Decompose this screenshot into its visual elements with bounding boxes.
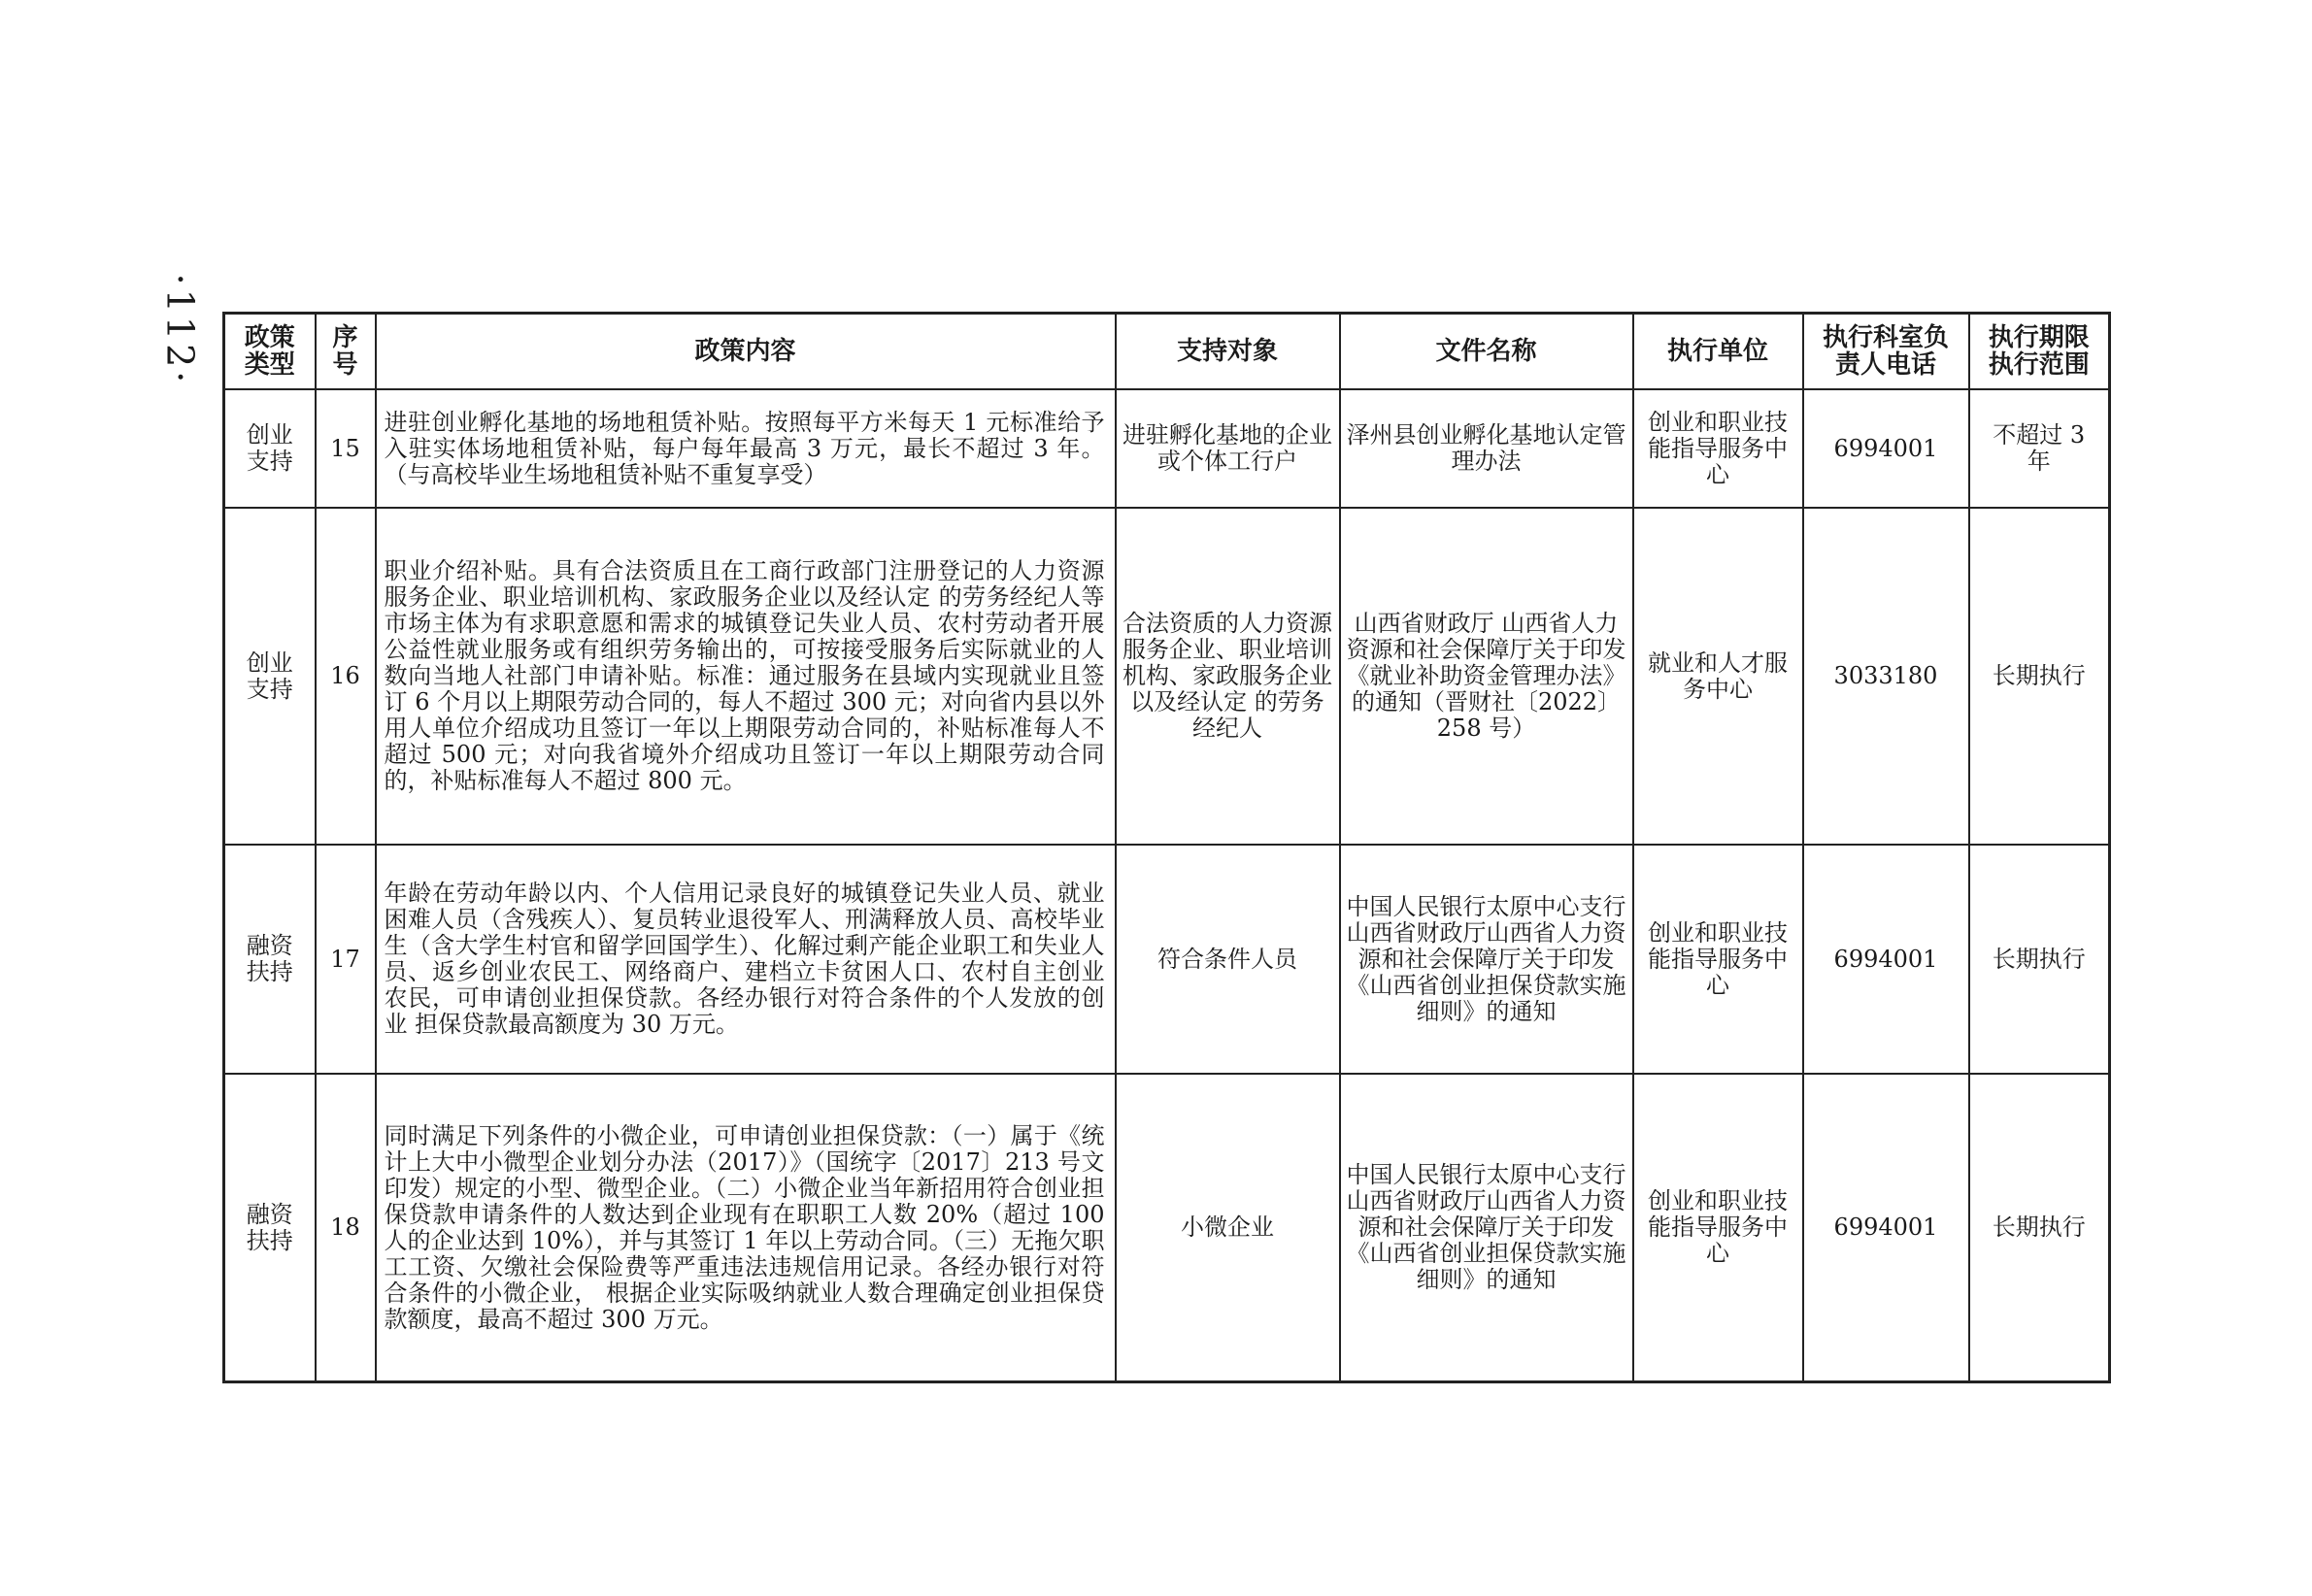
header-target: 支持对象 xyxy=(1116,314,1340,390)
cell-content: 年龄在劳动年龄以内、个人信用记录良好的城镇登记失业人员、就业困难人员（含残疾人）、复员转业退役军人、刑满释放人员、高校毕业生（含大学生村官和留学回国学生）、化解过剩产能企业职工和失业人员、返乡创业农民工、网络商户、建档立卡贫困人口、农村自主创业农民，可申请创业担保贷款。各经办银行对符合条件的个人发放的创业 担保贷款最高额度为 30 万元。 xyxy=(376,845,1116,1074)
header-phone: 执行科室负责人电话 xyxy=(1803,314,1969,390)
header-period: 执行期限执行范围 xyxy=(1969,314,2110,390)
cell-unit: 创业和职业技能指导服务中心 xyxy=(1633,389,1803,508)
cell-target: 符合条件人员 xyxy=(1116,845,1340,1074)
cell-target: 进驻孵化基地的企业或个体工行户 xyxy=(1116,389,1340,508)
cell-file: 泽州县创业孵化基地认定管理办法 xyxy=(1340,389,1633,508)
cell-type: 融资扶持 xyxy=(224,1074,316,1382)
header-seq: 序号 xyxy=(316,314,376,390)
cell-phone: 6994001 xyxy=(1803,1074,1969,1382)
table-row xyxy=(224,508,2110,845)
cell-file: 中国人民银行太原中心支行山西省财政厅山西省人力资源和社会保障厅关于印发《山西省创业担保贷款实施细则》的通知 xyxy=(1340,1074,1633,1382)
page-number xyxy=(155,257,204,403)
header-content: 政策内容 xyxy=(376,314,1116,390)
table-row xyxy=(224,389,2110,508)
header-unit: 执行单位 xyxy=(1633,314,1803,390)
cell-phone: 3033180 xyxy=(1803,508,1969,845)
cell-unit: 创业和职业技能指导服务中心 xyxy=(1633,845,1803,1074)
cell-period: 长期执行 xyxy=(1969,845,2110,1074)
cell-file: 中国人民银行太原中心支行山西省财政厅山西省人力资源和社会保障厅关于印发《山西省创业担保贷款实施细则》的通知 xyxy=(1340,845,1633,1074)
cell-phone: 6994001 xyxy=(1803,845,1969,1074)
cell-type: 融资扶持 xyxy=(224,845,316,1074)
cell-content: 同时满足下列条件的小微企业，可申请创业担保贷款：（一）属于《统计上大中小微型企业划分办法（2017）》（国统字〔2017〕213 号文印发）规定的小型、微型企业。（二）小微企业当年新招用符合创业担保贷款申请条件的人数达到企业现有在职职工人数 20%（超过 100 人的企业达到 10%），并与其签订 1 年以上劳动合同。（三）无拖欠职工工资、欠缴社会保险费等严重违法违规信用记录。各经办银行对符合条件的小微企业， 根据企业实际吸纳就业人数合理确定创业担保贷款额度，最高不超过 300 万元。 xyxy=(376,1074,1116,1382)
cell-target: 合法资质的人力资源服务企业、职业培训机构、家政服务企业以及经认定 的劳务经纪人 xyxy=(1116,508,1340,845)
cell-period: 长期执行 xyxy=(1969,508,2110,845)
cell-period: 长期执行 xyxy=(1969,1074,2110,1382)
cell-unit: 就业和人才服务中心 xyxy=(1633,508,1803,845)
page-number-text: ·112· xyxy=(158,273,202,387)
header-type: 政策类型 xyxy=(224,314,316,390)
cell-file: 山西省财政厅 山西省人力资源和社会保障厅关于印发《就业补助资金管理办法》的通知（晋财社〔2022〕258 号） xyxy=(1340,508,1633,845)
cell-target: 小微企业 xyxy=(1116,1074,1340,1382)
cell-type: 创业支持 xyxy=(224,508,316,845)
cell-seq: 18 xyxy=(316,1074,376,1382)
table-row xyxy=(224,845,2110,1074)
cell-period: 不超过 3 年 xyxy=(1969,389,2110,508)
header-file: 文件名称 xyxy=(1340,314,1633,390)
cell-seq: 17 xyxy=(316,845,376,1074)
policy-table xyxy=(222,312,2111,1383)
cell-unit: 创业和职业技能指导服务中心 xyxy=(1633,1074,1803,1382)
cell-seq: 15 xyxy=(316,389,376,508)
cell-phone: 6994001 xyxy=(1803,389,1969,508)
header-row xyxy=(224,314,2110,390)
cell-seq: 16 xyxy=(316,508,376,845)
cell-content: 职业介绍补贴。具有合法资质且在工商行政部门注册登记的人力资源服务企业、职业培训机构、家政服务企业以及经认定 的劳务经纪人等市场主体为有求职意愿和需求的城镇登记失业人员、农村劳动者开展公益性就业服务或有组织劳务输出的，可按接受服务后实际就业的人数向当地人社部门申请补贴。标准：通过服务在县域内实现就业且签订 6 个月以上期限劳动合同的，每人不超过 300 元；对向省内县以外用人单位介绍成功且签订一年以上期限劳动合同的，补贴标准每人不超过 500 元；对向我省境外介绍成功且签订一年以上期限劳动合同的，补贴标准每人不超过 800 元。 xyxy=(376,508,1116,845)
table-row xyxy=(224,1074,2110,1382)
cell-type: 创业支持 xyxy=(224,389,316,508)
cell-content: 进驻创业孵化基地的场地租赁补贴。按照每平方米每天 1 元标准给予入驻实体场地租赁补贴，每户每年最高 3 万元，最长不超过 3 年。（与高校毕业生场地租赁补贴不重复享受） xyxy=(376,389,1116,508)
